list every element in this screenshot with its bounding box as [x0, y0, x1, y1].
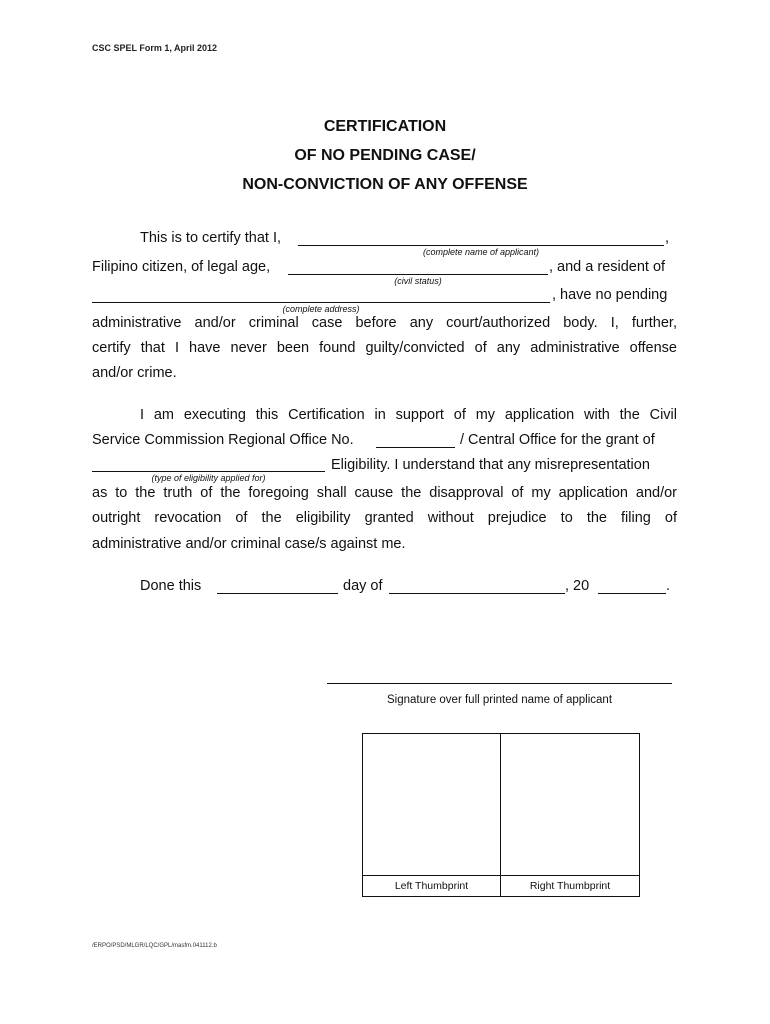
name-caption: (complete name of applicant)	[422, 247, 540, 257]
citizen-text: Filipino citizen, of legal age,	[92, 259, 271, 275]
eligibility-caption: (type of eligibility applied for)	[151, 473, 266, 483]
civil-status-blank[interactable]	[288, 274, 548, 275]
day-of-text: day of	[343, 578, 383, 594]
title-line-3: NON-CONVICTION OF ANY OFFENSE	[242, 176, 528, 193]
footer-code: /ERPO/PSD/MLGR/LQC/GPL/masfm.041112.b	[92, 943, 217, 949]
para1-line-5: certify that I have never been found guilty/convicted of any administrative offense	[92, 340, 677, 356]
para1-line-4: administrative and/or criminal case before any court/authorized body. I, further,	[92, 315, 677, 331]
certify-intro: This is to certify that I,	[140, 230, 282, 246]
para2-line-2b: / Central Office for the grant of	[460, 432, 655, 448]
signature-line[interactable]	[327, 683, 672, 684]
para2-line-4: as to the truth of the foregoing shall cause the disapproval of my application and/or	[92, 485, 677, 501]
para2-line-2a: Service Commission Regional Office No.	[92, 432, 354, 448]
title-line-2: OF NO PENDING CASE/	[294, 147, 476, 164]
right-thumbprint-area[interactable]	[501, 734, 639, 896]
right-thumbprint-label: Right Thumbprint	[501, 875, 639, 896]
para2-line-5: outright revocation of the eligibility granted without prejudice to the filing of	[92, 510, 677, 526]
year-blank[interactable]	[598, 593, 666, 594]
day-blank[interactable]	[217, 593, 338, 594]
done-period: .	[666, 578, 671, 594]
signature-caption: Signature over full printed name of applicant	[386, 694, 613, 706]
para2-line-6: administrative and/or criminal case/s against me.	[92, 536, 406, 552]
thumbprint-box	[362, 733, 640, 897]
form-id: CSC SPEL Form 1, April 2012	[92, 43, 218, 53]
month-blank[interactable]	[389, 593, 565, 594]
name-comma: ,	[665, 230, 670, 246]
left-thumbprint-label: Left Thumbprint	[363, 875, 500, 896]
done-this-text: Done this	[140, 578, 202, 594]
left-thumbprint-area[interactable]	[363, 734, 501, 896]
eligibility-text: Eligibility. I understand that any misrepresentation	[331, 457, 650, 473]
para2-line-1: I am executing this Certification in support of my application with the Civil	[140, 407, 677, 423]
applicant-name-blank[interactable]	[298, 245, 664, 246]
address-blank[interactable]	[92, 302, 550, 303]
no-pending-text: , have no pending	[552, 287, 668, 303]
para1-line-6: and/or crime.	[92, 365, 177, 381]
civil-status-caption: (civil status)	[394, 276, 442, 286]
address-caption: (complete address)	[282, 304, 360, 314]
regional-office-blank[interactable]	[376, 447, 455, 448]
title-line-1: CERTIFICATION	[323, 118, 447, 135]
year-prefix: , 20	[565, 578, 590, 594]
eligibility-blank[interactable]	[92, 471, 325, 472]
resident-text: , and a resident of	[549, 259, 666, 275]
